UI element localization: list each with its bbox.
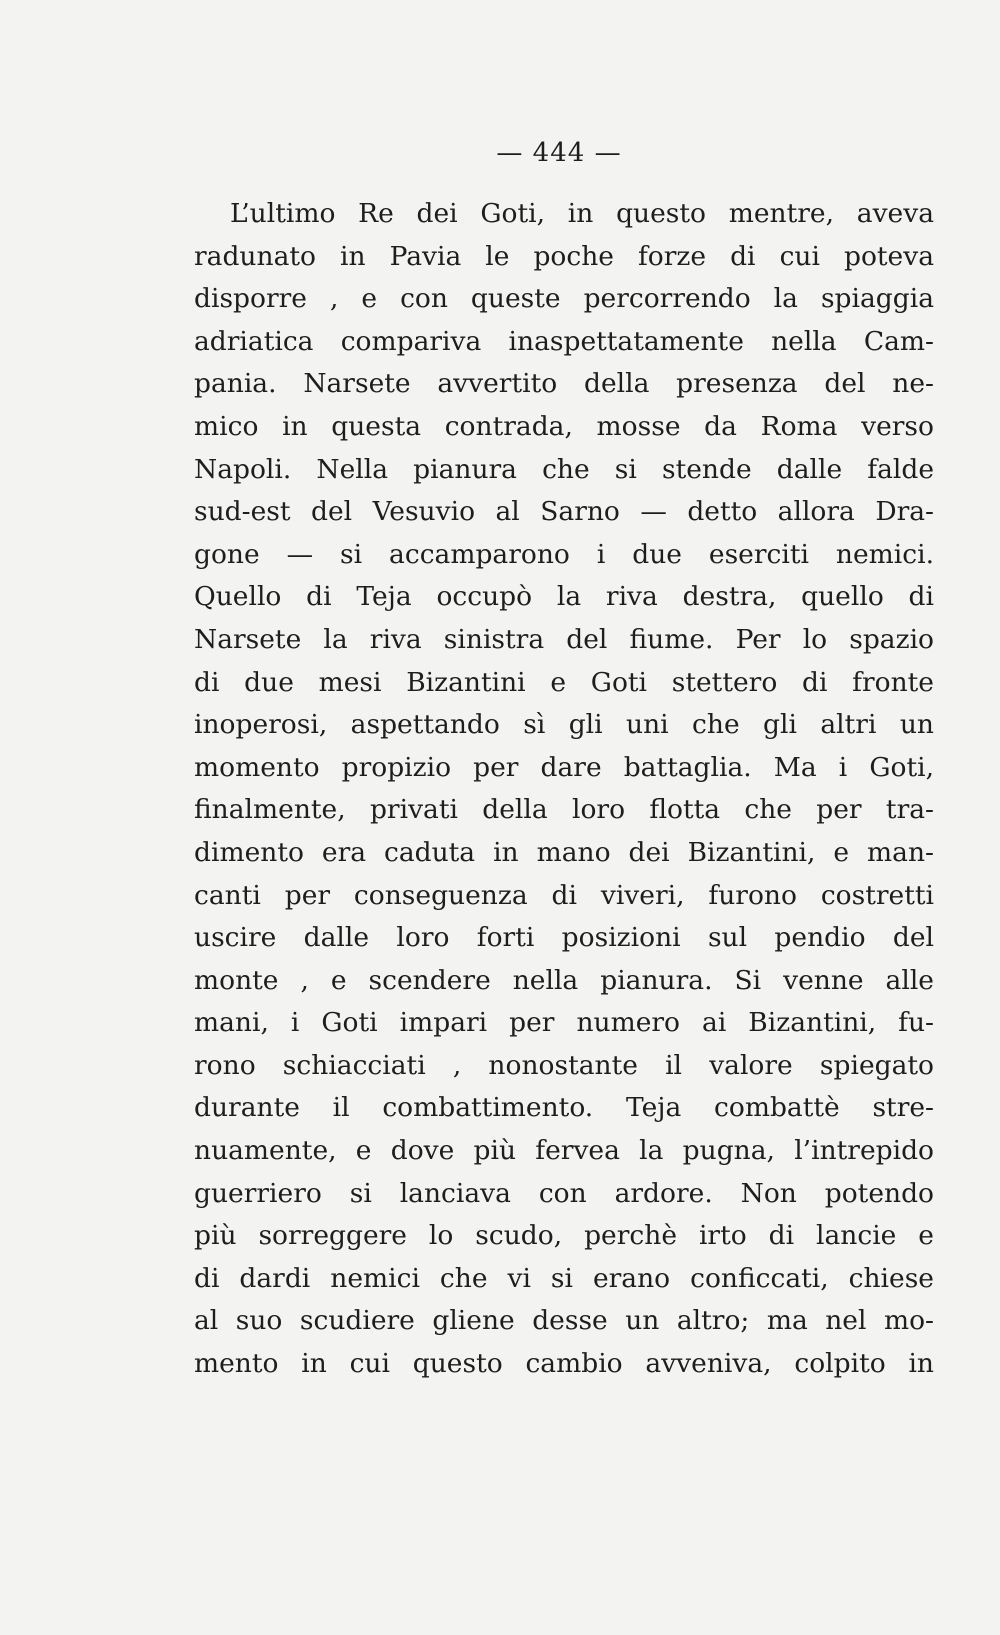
text-line: finalmente, privati della loro flotta che per tra- bbox=[194, 794, 934, 826]
text-line: radunato in Pavia le poche forze di cui poteva bbox=[194, 240, 934, 272]
text-line: L’ultimo Re dei Goti, in questo mentre, aveva bbox=[230, 198, 934, 229]
text-line: più sorreggere lo scudo, perchè irto di lancie e bbox=[194, 1220, 934, 1252]
text-line: disporre , e con queste percorrendo la spiaggia bbox=[194, 283, 934, 315]
text-line: pania. Narsete avvertito della presenza del ne- bbox=[194, 368, 934, 400]
text-line: di due mesi Bizantini e Goti stettero di fronte bbox=[194, 666, 934, 698]
text-line: nuamente, e dove più fervea la pugna, l’intrepido bbox=[194, 1135, 934, 1167]
text-line: monte , e scendere nella pianura. Si venne alle bbox=[194, 964, 934, 996]
text-line: adriatica compariva inaspettatamente nella Cam- bbox=[194, 325, 934, 357]
body-text bbox=[194, 193, 934, 1386]
text-line: inoperosi, aspettando sì gli uni che gli altri un bbox=[194, 709, 934, 741]
text-line: guerriero si lanciava con ardore. Non potendo bbox=[194, 1177, 934, 1209]
text-line: canti per conseguenza di viveri, furono costretti bbox=[194, 879, 934, 911]
text-line: uscire dalle loro forti posizioni sul pendio del bbox=[194, 922, 934, 954]
text-line: mento in cui questo cambio avveniva, colpito in bbox=[194, 1348, 934, 1380]
text-line: mani, i Goti impari per numero ai Bizantini, fu- bbox=[194, 1007, 934, 1039]
text-line: rono schiacciati , nonostante il valore spiegato bbox=[194, 1049, 934, 1081]
text-line: gone — si accamparono i due eserciti nemici. bbox=[194, 538, 934, 570]
text-line: Quello di Teja occupò la riva destra, quello di bbox=[194, 581, 934, 613]
page-number: — 444 — bbox=[496, 138, 622, 168]
text-line: mico in questa contrada, mosse da Roma verso bbox=[194, 410, 934, 442]
text-line: durante il combattimento. Teja combattè stre- bbox=[194, 1092, 934, 1124]
text-line: al suo scudiere gliene desse un altro; ma nel mo- bbox=[194, 1305, 934, 1337]
text-line: dimento era caduta in mano dei Bizantini, e man- bbox=[194, 836, 934, 868]
text-line: momento propizio per dare battaglia. Ma i Goti, bbox=[194, 751, 934, 783]
text-line: Napoli. Nella pianura che si stende dalle falde bbox=[194, 453, 934, 485]
text-line: sud-est del Vesuvio al Sarno — detto allora Dra- bbox=[194, 496, 934, 528]
text-line: Narsete la riva sinistra del fiume. Per lo spazio bbox=[194, 623, 934, 655]
text-line: di dardi nemici che vi si erano conficcati, chiese bbox=[194, 1262, 934, 1294]
